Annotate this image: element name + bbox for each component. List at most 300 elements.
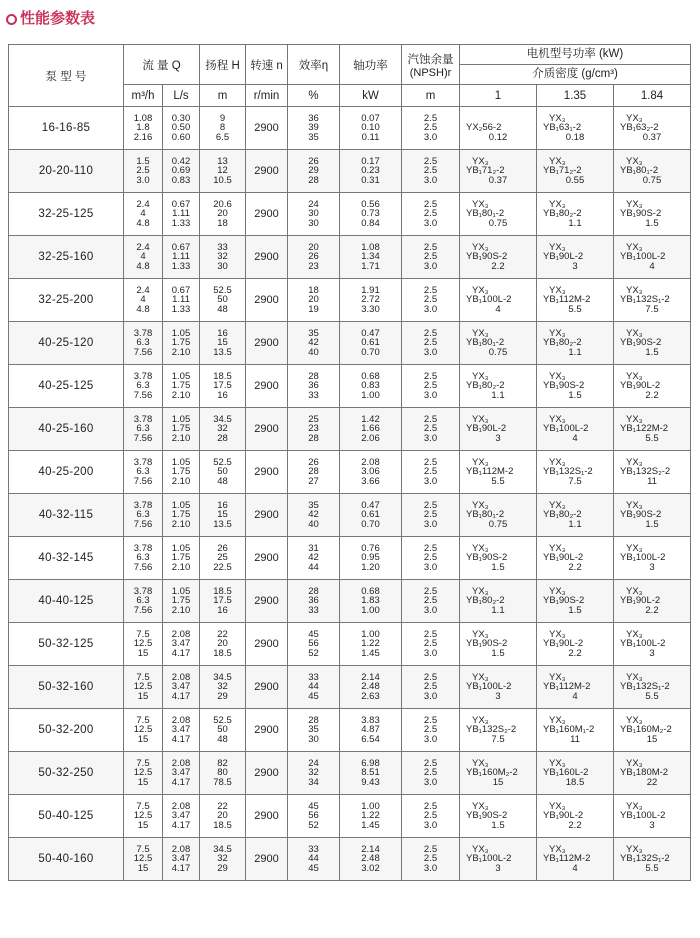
flow-ls-value: 4.17	[171, 776, 191, 788]
head-cell	[200, 623, 246, 666]
flow-ls-cell	[163, 752, 200, 795]
motor-cell-1	[460, 408, 537, 451]
flow-m3h-value: 6.3	[136, 509, 150, 521]
motor-power: 1.5	[568, 604, 582, 616]
npsh-value: 2.5	[423, 122, 438, 134]
head-value: 52.5	[213, 284, 232, 296]
motor-cell-1	[460, 580, 537, 623]
efficiency-value: 19	[308, 303, 319, 315]
flow-m3h-cell	[124, 322, 163, 365]
motor-series: YX₃	[472, 714, 489, 726]
head-cell	[200, 408, 246, 451]
npsh-cell	[402, 838, 460, 881]
motor-model: YB₁90L-2	[543, 251, 584, 263]
shaft-power-value: 6.98	[361, 757, 380, 769]
table-header	[9, 45, 691, 107]
head-value: 26	[217, 542, 228, 554]
efficiency-cell	[288, 322, 340, 365]
motor-model: YB₁112M-2	[543, 294, 591, 306]
motor-power: 15	[492, 776, 504, 788]
efficiency-value: 36	[308, 112, 319, 124]
table-row	[9, 107, 691, 150]
efficiency-value: 26	[308, 155, 319, 167]
head-cell	[200, 709, 246, 752]
flow-ls-value: 3.47	[171, 681, 191, 693]
flow-ls-value: 0.69	[171, 165, 191, 177]
flow-ls-value: 3.47	[171, 638, 191, 650]
flow-ls-value: 0.60	[171, 131, 191, 143]
flow-ls-value: 4.17	[171, 733, 191, 745]
flow-ls-value: 1.05	[171, 413, 191, 425]
shaft-power-value: 0.56	[361, 198, 380, 210]
flow-ls-value: 2.10	[171, 389, 191, 401]
motor-series: YX₃	[626, 585, 643, 597]
npsh-value: 3.0	[423, 303, 438, 315]
speed-cell: 2900	[246, 580, 288, 623]
motor-model: YB₁90S-2	[543, 380, 585, 392]
motor-cell-1	[460, 107, 537, 150]
motor-cell-1	[460, 537, 537, 580]
shaft-power-value: 0.61	[361, 337, 380, 349]
head-value: 13.5	[213, 346, 232, 358]
flow-m3h-cell	[124, 709, 163, 752]
flow-m3h-cell	[124, 107, 163, 150]
head-value: 16	[217, 327, 228, 339]
motor-model: YB₁132S₂-2	[620, 466, 671, 478]
header-shaft-power: 轴功率	[340, 45, 402, 85]
npsh-value: 2.5	[423, 208, 438, 220]
head-value: 18.5	[213, 819, 232, 831]
efficiency-value: 28	[308, 585, 319, 597]
page-title	[6, 8, 95, 30]
motor-cell-1	[460, 752, 537, 795]
motor-series: YX₃	[626, 112, 643, 124]
npsh-value: 2.5	[423, 628, 438, 640]
motor-cell-3	[614, 580, 691, 623]
motor-cell-1	[460, 666, 537, 709]
efficiency-value: 26	[308, 251, 319, 263]
motor-cell-1	[460, 709, 537, 752]
motor-series: YX₃	[472, 456, 489, 468]
speed-cell: 2900	[246, 623, 288, 666]
flow-ls-value: 2.08	[171, 800, 191, 812]
head-value: 48	[217, 303, 228, 315]
head-cell	[200, 795, 246, 838]
flow-m3h-value: 12.5	[133, 638, 153, 650]
motor-series: YX₃	[472, 757, 489, 769]
npsh-cell	[402, 365, 460, 408]
motor-power: 15	[646, 733, 658, 745]
motor-cell-3	[614, 795, 691, 838]
head-value: 32	[217, 853, 228, 865]
flow-m3h-cell	[124, 150, 163, 193]
efficiency-value: 35	[308, 131, 319, 143]
npsh-value: 2.5	[423, 585, 438, 597]
shaft-power-value: 0.70	[361, 346, 380, 358]
head-value: 20.6	[213, 198, 232, 210]
flow-m3h-value: 7.5	[136, 757, 150, 769]
shaft-power-value: 0.83	[361, 380, 380, 392]
flow-m3h-value: 3.78	[133, 370, 153, 382]
efficiency-value: 44	[308, 561, 319, 573]
flow-ls-value: 1.11	[172, 251, 190, 263]
motor-cell-2	[537, 838, 614, 881]
speed-cell: 2900	[246, 795, 288, 838]
motor-model: YB₁80₂-2	[466, 380, 505, 392]
flow-ls-cell	[163, 193, 200, 236]
head-value: 18.5	[213, 585, 232, 597]
unit-head: m	[200, 85, 246, 107]
efficiency-value: 36	[308, 380, 319, 392]
motor-model: YB₁80₂-2	[543, 509, 582, 521]
flow-ls-value: 1.05	[171, 370, 191, 382]
unit-flow-m3h: m³/h	[124, 85, 163, 107]
table-row	[9, 623, 691, 666]
npsh-value: 3.0	[423, 561, 438, 573]
head-value: 16	[217, 604, 228, 616]
efficiency-value: 40	[308, 346, 319, 358]
motor-power: 3	[495, 862, 501, 874]
efficiency-value: 44	[308, 681, 319, 693]
shaft-power-value: 3.66	[361, 475, 380, 487]
npsh-value: 2.5	[423, 671, 438, 683]
npsh-value: 3.0	[423, 475, 438, 487]
npsh-value: 2.5	[423, 499, 438, 511]
motor-power: 0.37	[488, 174, 508, 186]
motor-model: YB₁80₂-2	[543, 337, 582, 349]
head-cell	[200, 838, 246, 881]
flow-ls-value: 4.17	[171, 819, 191, 831]
motor-model: YB₁90S-2	[620, 337, 662, 349]
motor-power: 5.5	[491, 475, 505, 487]
motor-model: YB₁90L-2	[620, 595, 661, 607]
efficiency-cell	[288, 494, 340, 537]
shaft-power-value: 0.07	[361, 112, 380, 124]
flow-m3h-cell	[124, 279, 163, 322]
npsh-value: 2.5	[423, 241, 438, 253]
flow-m3h-value: 6.3	[136, 380, 150, 392]
flow-m3h-value: 7.56	[133, 346, 153, 358]
motor-power: 3	[649, 819, 655, 831]
head-value: 50	[217, 466, 228, 478]
efficiency-cell	[288, 580, 340, 623]
shaft-power-value: 1.00	[361, 628, 380, 640]
motor-series: YX₃	[549, 628, 566, 640]
motor-series: YX₃	[549, 327, 566, 339]
table-row	[9, 279, 691, 322]
flow-m3h-value: 1.5	[136, 155, 150, 167]
speed-cell: 2900	[246, 451, 288, 494]
motor-power: 2.2	[645, 604, 659, 616]
motor-cell-3	[614, 709, 691, 752]
motor-series: YX₃	[626, 542, 643, 554]
flow-ls-value: 3.47	[171, 767, 191, 779]
flow-m3h-value: 3.78	[133, 542, 153, 554]
efficiency-value: 31	[308, 542, 319, 554]
motor-series: YX₃	[626, 714, 643, 726]
motor-model: YB₁132S₁-2	[620, 681, 670, 693]
shaft-power-value: 1.42	[361, 413, 380, 425]
npsh-cell	[402, 322, 460, 365]
flow-m3h-value: 15	[137, 862, 149, 874]
flow-m3h-value: 3.78	[133, 327, 153, 339]
flow-ls-value: 2.10	[171, 518, 191, 530]
efficiency-value: 35	[308, 499, 319, 511]
npsh-value: 3.0	[423, 518, 438, 530]
flow-m3h-value: 12.5	[133, 853, 153, 865]
shaft-power-cell	[340, 236, 402, 279]
head-value: 22	[217, 628, 228, 640]
motor-series: YX₃	[472, 327, 489, 339]
speed-cell: 2900	[246, 752, 288, 795]
flow-m3h-value: 6.3	[136, 595, 150, 607]
efficiency-cell	[288, 451, 340, 494]
flow-m3h-value: 7.5	[136, 628, 150, 640]
flow-ls-value: 0.83	[171, 174, 191, 186]
flow-m3h-value: 7.5	[136, 843, 150, 855]
motor-cell-3	[614, 494, 691, 537]
head-value: 10.5	[213, 174, 232, 186]
npsh-value: 3.0	[423, 346, 438, 358]
npsh-value: 2.5	[423, 456, 438, 468]
motor-model: YB₁80₁-2	[466, 208, 505, 220]
motor-series: YX₃	[626, 671, 643, 683]
flow-ls-value: 1.05	[171, 499, 191, 511]
flow-m3h-value: 4	[140, 208, 146, 220]
head-cell	[200, 752, 246, 795]
flow-m3h-cell	[124, 838, 163, 881]
shaft-power-value: 2.06	[361, 432, 380, 444]
header-speed: 转速 n	[246, 45, 288, 85]
motor-series: YX₃	[626, 370, 643, 382]
header-density: 介质密度 (g/cm³)	[532, 68, 618, 80]
motor-series: YX₃	[549, 800, 566, 812]
motor-power: 1.1	[568, 217, 582, 229]
motor-model: YB₁80₁-2	[466, 337, 505, 349]
flow-m3h-value: 3.78	[133, 585, 153, 597]
flow-ls-value: 1.11	[172, 208, 190, 220]
model-cell: 40-40-125	[9, 580, 124, 623]
flow-m3h-cell	[124, 451, 163, 494]
shaft-power-value: 2.48	[361, 681, 380, 693]
npsh-value: 2.5	[423, 284, 438, 296]
head-value: 30	[217, 260, 228, 272]
shaft-power-cell	[340, 322, 402, 365]
motor-power: 1.5	[645, 346, 659, 358]
motor-cell-3	[614, 451, 691, 494]
head-value: 12	[217, 165, 228, 177]
npsh-cell	[402, 623, 460, 666]
table-row	[9, 150, 691, 193]
efficiency-value: 56	[308, 638, 319, 650]
motor-series: YX₃	[472, 155, 489, 167]
efficiency-value: 45	[308, 800, 319, 812]
motor-power: 3	[495, 432, 501, 444]
flow-m3h-value: 3.0	[136, 174, 150, 186]
shaft-power-cell	[340, 279, 402, 322]
efficiency-value: 20	[308, 294, 319, 306]
motor-series: YX₃	[626, 800, 643, 812]
unit-eff: %	[288, 85, 340, 107]
flow-m3h-value: 12.5	[133, 724, 153, 736]
npsh-value: 3.0	[423, 389, 438, 401]
motor-model: YB₁90L-2	[620, 380, 661, 392]
motor-cell-3	[614, 408, 691, 451]
efficiency-value: 28	[308, 174, 319, 186]
flow-ls-value: 0.67	[171, 241, 191, 253]
head-value: 18.5	[213, 647, 232, 659]
efficiency-value: 28	[308, 370, 319, 382]
shaft-power-value: 0.70	[361, 518, 380, 530]
motor-cell-3	[614, 838, 691, 881]
efficiency-value: 40	[308, 518, 319, 530]
flow-ls-value: 1.75	[171, 380, 191, 392]
motor-power: 5.5	[645, 690, 659, 702]
motor-model: YB₁63₁-2	[543, 122, 582, 134]
flow-ls-value: 4.17	[171, 862, 191, 874]
shaft-power-cell	[340, 623, 402, 666]
npsh-value: 2.5	[423, 466, 438, 478]
motor-cell-2	[537, 408, 614, 451]
flow-m3h-cell	[124, 494, 163, 537]
motor-model: YB₁100L-2	[620, 810, 666, 822]
motor-series: YX₃	[472, 370, 489, 382]
efficiency-cell	[288, 236, 340, 279]
shaft-power-value: 0.31	[361, 174, 380, 186]
flow-m3h-value: 7.5	[136, 714, 150, 726]
flow-ls-value: 2.10	[171, 561, 191, 573]
speed-cell: 2900	[246, 365, 288, 408]
motor-cell-1	[460, 193, 537, 236]
head-value: 15	[217, 337, 228, 349]
head-value: 18	[217, 217, 228, 229]
motor-power: 1.5	[491, 819, 505, 831]
motor-series: YX₃	[472, 843, 489, 855]
shaft-power-value: 4.87	[361, 724, 380, 736]
efficiency-value: 52	[308, 647, 319, 659]
table-row	[9, 666, 691, 709]
head-value: 29	[217, 862, 228, 874]
efficiency-value: 56	[308, 810, 319, 822]
model-cell: 40-32-145	[9, 537, 124, 580]
npsh-value: 3.0	[423, 217, 438, 229]
npsh-cell	[402, 193, 460, 236]
npsh-value: 2.5	[423, 327, 438, 339]
motor-series: YX₃	[549, 499, 566, 511]
motor-series: YX₃	[549, 843, 566, 855]
motor-model: YB₁112M-2	[466, 466, 514, 478]
motor-cell-3	[614, 365, 691, 408]
shaft-power-value: 1.83	[361, 595, 380, 607]
head-value: 20	[217, 810, 228, 822]
header-head: 扬程 H	[200, 45, 246, 85]
flow-ls-value: 1.33	[171, 260, 191, 272]
head-value: 52.5	[213, 714, 232, 726]
npsh-value: 3.0	[423, 131, 438, 143]
shaft-power-cell	[340, 709, 402, 752]
npsh-value: 2.5	[423, 595, 438, 607]
flow-ls-value: 2.10	[171, 432, 191, 444]
motor-cell-1	[460, 838, 537, 881]
npsh-cell	[402, 537, 460, 580]
npsh-value: 2.5	[423, 198, 438, 210]
head-value: 13.5	[213, 518, 232, 530]
shaft-power-value: 2.63	[361, 690, 380, 702]
flow-m3h-value: 7.5	[136, 671, 150, 683]
shaft-power-value: 3.02	[361, 862, 380, 874]
efficiency-value: 33	[308, 671, 319, 683]
table-row	[9, 537, 691, 580]
performance-table	[8, 44, 691, 881]
motor-series: YX₃	[472, 284, 489, 296]
motor-power: 11	[570, 733, 580, 745]
motor-series: YX₃	[549, 714, 566, 726]
flow-ls-cell	[163, 236, 200, 279]
flow-ls-cell	[163, 580, 200, 623]
npsh-value: 2.5	[423, 423, 438, 435]
head-cell	[200, 107, 246, 150]
npsh-value: 3.0	[423, 647, 438, 659]
motor-series: YX₃	[472, 499, 489, 511]
motor-cell-2	[537, 580, 614, 623]
shaft-power-value: 3.30	[361, 303, 380, 315]
shaft-power-value: 1.71	[361, 260, 380, 272]
motor-model: YB₁71₂-2	[543, 165, 582, 177]
npsh-value: 2.5	[423, 165, 438, 177]
motor-power: 3	[495, 690, 501, 702]
motor-model: YB₁100L-2	[466, 294, 512, 306]
motor-model: YX₂56-2	[466, 122, 502, 134]
npsh-cell	[402, 107, 460, 150]
motor-cell-3	[614, 752, 691, 795]
shaft-power-value: 1.08	[361, 241, 380, 253]
npsh-value: 2.5	[423, 767, 438, 779]
model-cell: 40-25-200	[9, 451, 124, 494]
motor-series: YX₃	[549, 155, 566, 167]
npsh-value: 3.0	[423, 733, 438, 745]
speed-cell: 2900	[246, 838, 288, 881]
head-value: 20	[217, 638, 228, 650]
efficiency-value: 34	[308, 776, 319, 788]
motor-power: 1.5	[645, 217, 659, 229]
motor-cell-1	[460, 494, 537, 537]
shaft-power-value: 0.10	[361, 122, 380, 134]
efficiency-value: 33	[308, 604, 319, 616]
motor-series: YX₃	[626, 198, 643, 210]
npsh-value: 3.0	[423, 819, 438, 831]
flow-m3h-value: 12.5	[133, 810, 153, 822]
motor-model: YB₁80₂-2	[466, 595, 505, 607]
motor-cell-3	[614, 279, 691, 322]
model-cell: 50-32-200	[9, 709, 124, 752]
efficiency-cell	[288, 408, 340, 451]
efficiency-value: 25	[308, 413, 319, 425]
efficiency-value: 44	[308, 853, 319, 865]
table-row	[9, 408, 691, 451]
motor-model: YB₁90S-2	[466, 810, 508, 822]
npsh-cell	[402, 752, 460, 795]
npsh-cell	[402, 150, 460, 193]
head-value: 22	[217, 800, 228, 812]
flow-ls-cell	[163, 279, 200, 322]
motor-series: YX₃	[472, 585, 489, 597]
motor-cell-3	[614, 236, 691, 279]
shaft-power-cell	[340, 107, 402, 150]
motor-series: YX₃	[472, 241, 489, 253]
motor-model: YB₁122M-2	[620, 423, 669, 435]
head-value: 80	[217, 767, 228, 779]
efficiency-value: 28	[308, 466, 319, 478]
